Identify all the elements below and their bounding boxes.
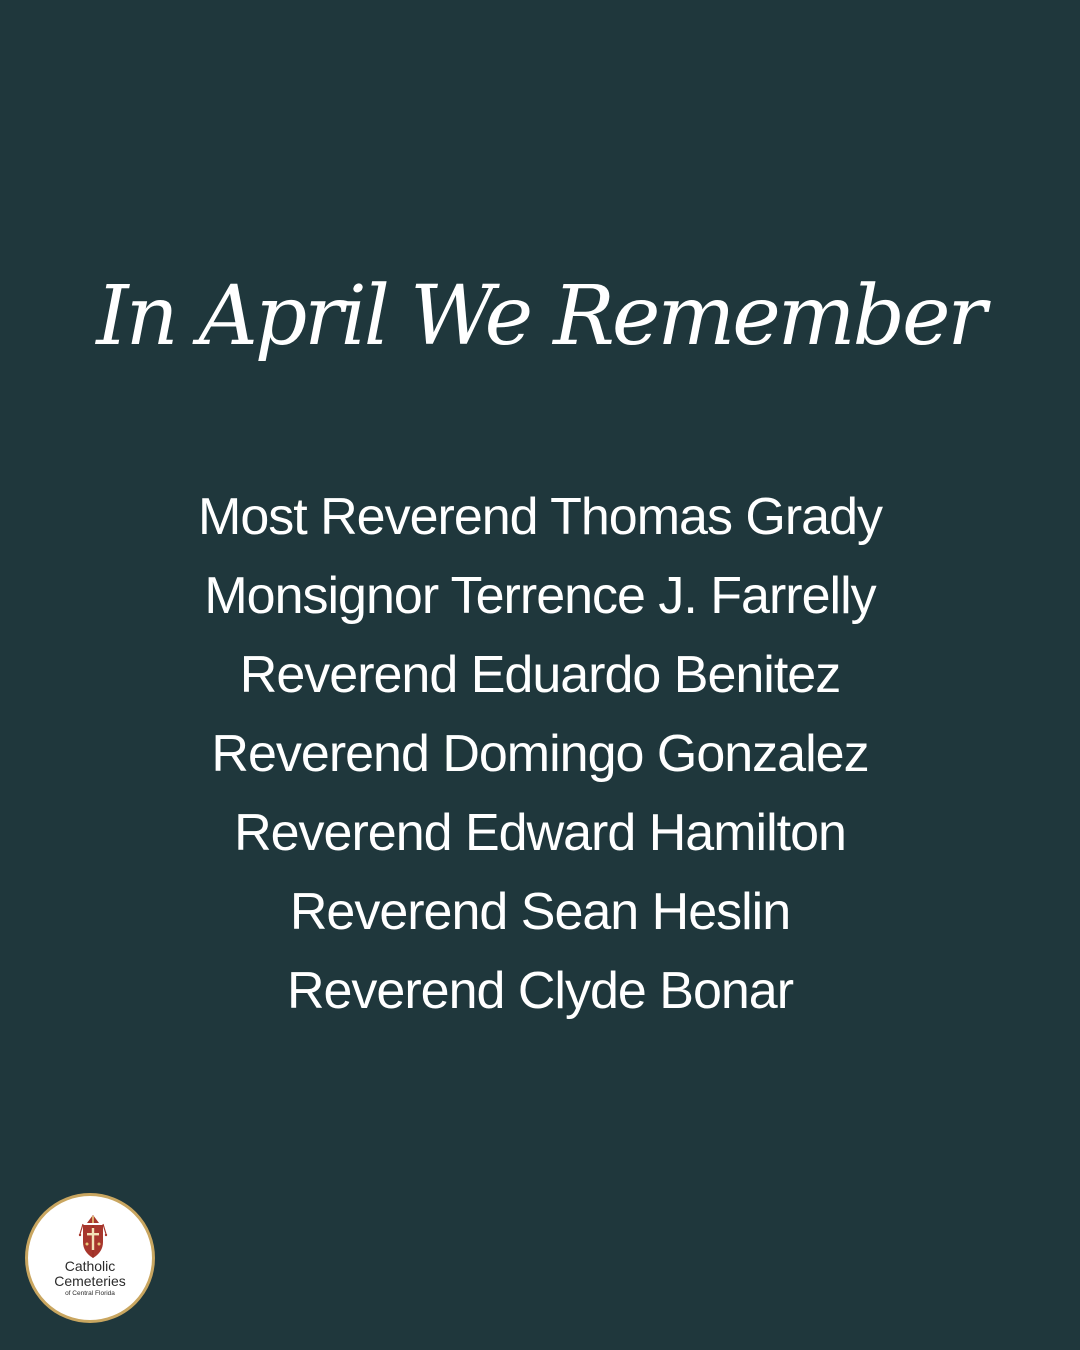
list-item: Reverend Eduardo Benitez	[239, 646, 841, 704]
list-item: Most Reverend Thomas Grady	[198, 488, 882, 546]
logo-text-cemeteries: Cemeteries	[54, 1273, 126, 1289]
list-item: Monsignor Terrence J. Farrelly	[204, 567, 876, 625]
list-item: Reverend Domingo Gonzalez	[211, 725, 869, 783]
logo-text-catholic: Catholic	[64, 1258, 116, 1274]
list-item: Reverend Sean Heslin	[289, 883, 791, 941]
logo-text-location: of Central Florida	[65, 1290, 115, 1297]
list-item: Reverend Clyde Bonar	[286, 962, 794, 1020]
page-title: In April We Remember	[96, 269, 984, 364]
list-item: Reverend Edward Hamilton	[234, 804, 846, 862]
diocesan-crest-icon	[78, 1214, 108, 1260]
names-list	[0, 478, 1080, 1031]
organization-logo	[25, 1193, 155, 1323]
